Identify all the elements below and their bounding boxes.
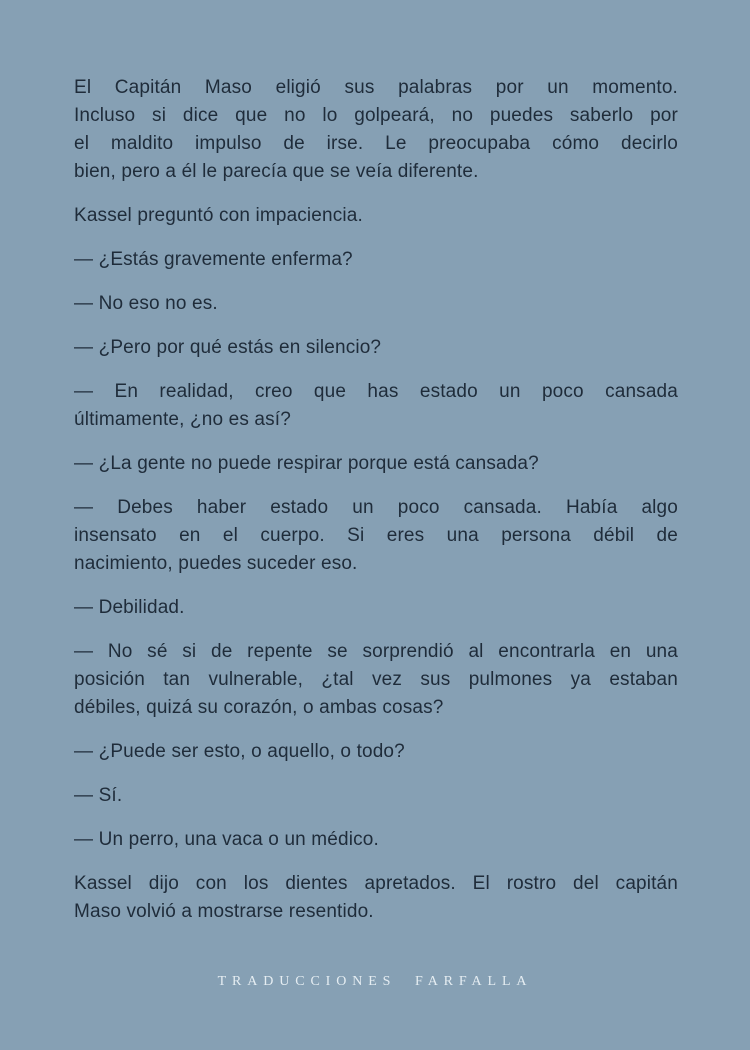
paragraph	[74, 290, 678, 318]
paragraph	[74, 782, 678, 810]
text-line: — ¿Puede ser esto, o aquello, o todo?	[74, 741, 405, 762]
translator-credit: TRADUCCIONES FARFALLA	[217, 974, 533, 989]
paragraph	[74, 74, 678, 186]
text-line: nacimiento, puedes suceder eso.	[74, 553, 358, 574]
text-line: — Sí.	[74, 785, 123, 806]
text-line: — ¿La gente no puede respirar porque está cansada?	[74, 453, 539, 474]
paragraph	[74, 494, 678, 578]
text-line: El Capitán Maso eligió sus palabras por un momento.	[74, 77, 678, 98]
text-line: el maldito impulso de irse. Le preocupaba cómo decirlo	[74, 133, 678, 154]
text-line: — ¿Estás gravemente enferma?	[74, 249, 353, 270]
text-line: Kassel preguntó con impaciencia.	[74, 205, 363, 226]
text-line: — Debes haber estado un poco cansada. Había algo	[74, 497, 678, 518]
text-line: — En realidad, creo que has estado un poco cansada	[74, 381, 678, 402]
paragraph	[74, 870, 678, 926]
text-line: insensato en el cuerpo. Si eres una persona débil de	[74, 525, 678, 546]
paragraph	[74, 334, 678, 362]
text-line: bien, pero a él le parecía que se veía diferente.	[74, 161, 479, 182]
paragraph	[74, 202, 678, 230]
paragraph	[74, 638, 678, 722]
paragraph	[74, 738, 678, 766]
novel-text	[74, 74, 678, 942]
text-line: Maso volvió a mostrarse resentido.	[74, 901, 374, 922]
paragraph	[74, 378, 678, 434]
text-line: — ¿Pero por qué estás en silencio?	[74, 337, 382, 358]
text-line: — Un perro, una vaca o un médico.	[74, 829, 379, 850]
text-line: — No eso no es.	[74, 293, 218, 314]
text-line: últimamente, ¿no es así?	[74, 409, 291, 430]
paragraph	[74, 246, 678, 274]
text-line: posición tan vulnerable, ¿tal vez sus pulmones ya estaban	[74, 669, 678, 690]
text-line: Kassel dijo con los dientes apretados. El rostro del capitán	[74, 873, 678, 894]
text-line: — No sé si de repente se sorprendió al encontrarla en una	[74, 641, 678, 662]
paragraph	[74, 594, 678, 622]
text-line: Incluso si dice que no lo golpeará, no puedes saberlo por	[74, 105, 678, 126]
paragraph	[74, 826, 678, 854]
paragraph	[74, 450, 678, 478]
text-line: — Debilidad.	[74, 597, 185, 618]
text-line: débiles, quizá su corazón, o ambas cosas?	[74, 697, 444, 718]
